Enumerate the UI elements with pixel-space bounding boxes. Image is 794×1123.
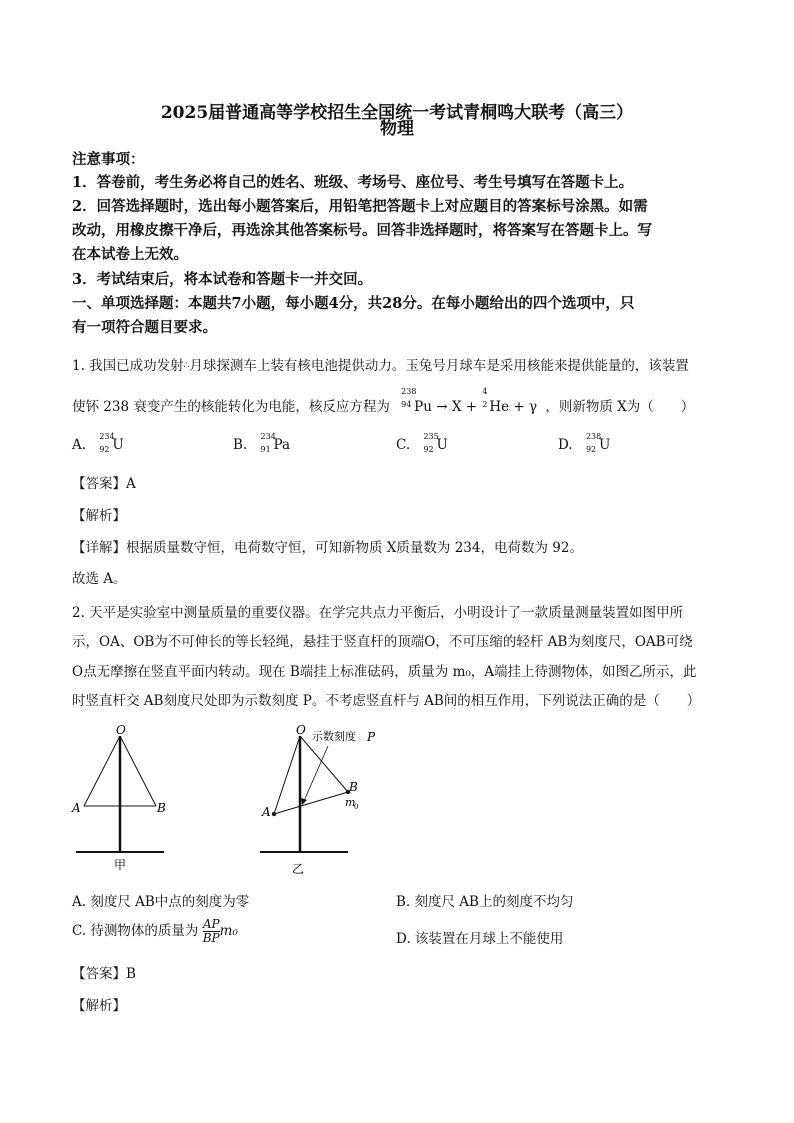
label-b: B [157,801,166,815]
notice-item-2b: 改动，用橡皮擦干净后，再选涂其他答案标号。回答非选择题时，将答案写在答题卡上。写 [72,222,652,239]
caption-jia: 甲 [114,858,127,872]
rope-oa [274,736,300,814]
q2-analysis: 【解析】 [72,998,126,1014]
subject-title: 物理 [380,119,414,139]
q1-option-c[interactable]: C. 235 92 U [396,432,448,454]
point-a [272,812,276,816]
page-title: 2025届普通高等学校招生全国统一考试青桐鸣大联考（高三） [160,103,634,123]
label-b: B [349,780,358,794]
label-a: A [262,805,271,819]
q1-answer: 【答案】A [72,476,136,492]
q2-option-a[interactable]: A. 刻度尺 AB中点的刻度为零 [72,894,250,910]
inline-figure-icon: ∴ [183,361,190,371]
rope-ob [300,736,348,792]
label-o: O [296,724,306,737]
notice-item-2c: 在本试卷上无效。 [72,246,188,263]
q1-line2: 使钚 238 衰变产生的核能转化为电能，核反应方程为 238 94 Pu → X + 4 2 He + γ ，则新物质 X为（ ） [72,392,694,423]
label-o: O [116,724,126,737]
ruler-ab [274,792,348,814]
notice-item-3: 3．考试结束后，将本试卷和答题卡一并交回。 [72,271,373,288]
notice-heading: 注意事项： [72,151,145,168]
q2-option-c[interactable]: C. 待测物体的质量为 $\frac{AP}{BP}$ m₀ [72,917,238,945]
notice-item-1: 1．答卷前，考生务必将自己的姓名、班级、考场号、座位号、考生号填写在答题卡上。 [72,174,634,191]
fraction-ap-bp: $\frac{AP}{BP}$ [202,917,220,945]
q2-line1: 2. 天平是实验室中测量质量的重要仪器。在学完共点力平衡后，小明设计了一款质量测量装置如图甲所 [72,605,684,621]
caption-yi: 乙 [292,862,305,876]
q2-line2: 示，OA、OB为不可伸长的等长轻绳，悬挂于竖直杆的顶端O，不可压缩的轻杆 AB为刻度尺，OAB可绕 [72,634,693,650]
label-p: P [367,730,376,744]
rope-oa [84,736,120,806]
q2-line4: 时竖直杆交 AB刻度尺处即为示数刻度 P。不考虑竖直杆与 AB间的相互作用，下列说法正确的是（ ） [72,693,701,709]
notice-item-2: 2．回答选择题时，选出每小题答案后，用铅笔把答题卡上对应题目的答案标号涂黑。如需 [72,198,648,215]
q2-option-b[interactable]: B. 刻度尺 AB上的刻度不均匀 [396,894,574,910]
rope-ob [120,736,156,806]
q1-line1: 1. 我国已成功发射∴月球探测车上装有核电池提供动力。玉兔号月球车是采用核能来提供能量的，该装置 [72,358,689,374]
q1-detail: 【详解】根据质量数守恒，电荷数守恒，可知新物质 X质量数为 234，电荷数为 92。 [72,540,583,556]
label-m-sub: 0 [354,803,359,811]
q2-option-d[interactable]: D. 该装置在月球上不能使用 [396,931,564,947]
section-heading-cont: 有一项符合题目要求。 [72,319,217,336]
figure-jia [66,724,182,874]
q1-conclusion: 故选 A。 [72,571,127,587]
label-m: m [345,796,356,809]
q1-option-d[interactable]: D. 238 92 U [558,432,611,454]
section-heading: 一、单项选择题：本题共7小题，每小题4分，共28分。在每小题给出的四个选项中，只 [72,295,635,312]
q1-option-a[interactable]: A. 234 92 U [72,432,124,454]
label-p-desc: 示数刻度 [312,730,356,743]
figure-yi [256,724,386,880]
nuclear-equation: 238 94 Pu → X + 4 2 He + γ [401,387,538,415]
label-a: A [72,801,81,815]
q2-line3: O点无摩擦在竖直平面内转动。现在 B端挂上标准砝码，质量为 m₀，A端挂上待测物体，如图乙所示，此 [72,664,697,680]
q1-analysis: 【解析】 [72,508,126,524]
q1-option-b[interactable]: B. 234 91 Pa [233,432,291,454]
q2-answer: 【答案】B [72,966,136,982]
